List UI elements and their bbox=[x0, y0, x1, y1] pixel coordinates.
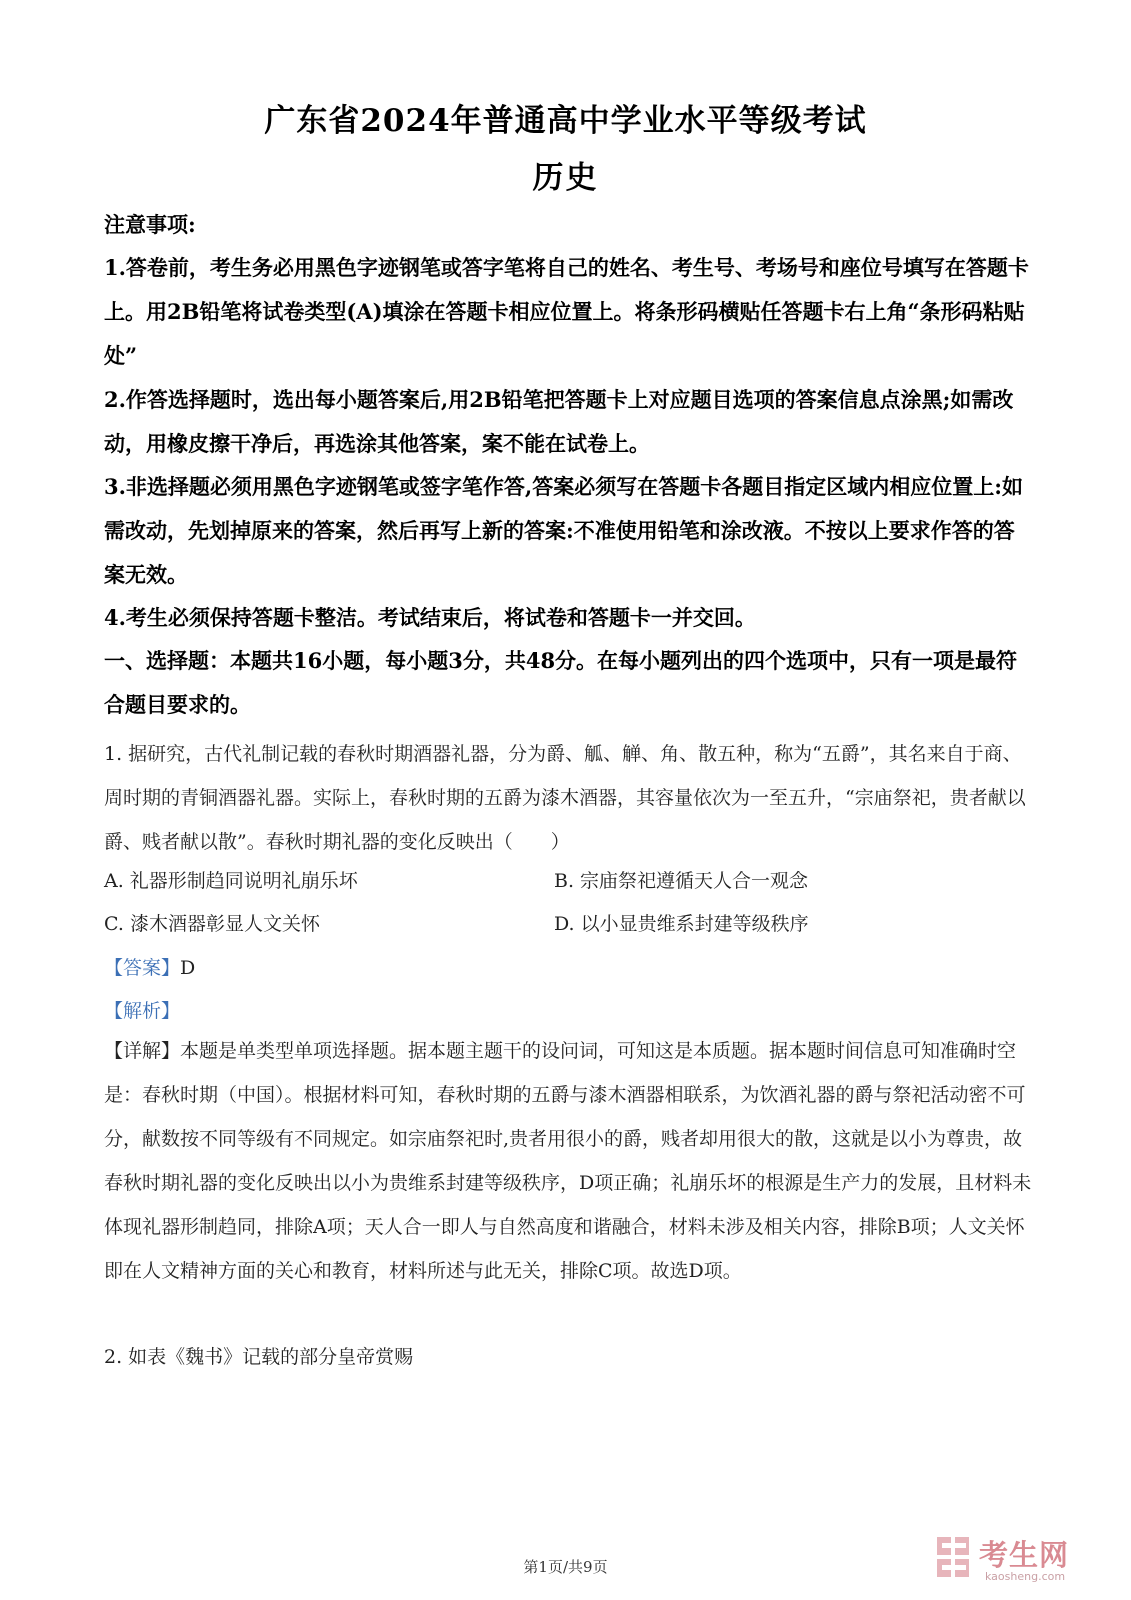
section-heading: 一、选择题：本题共16小题，每小题3分，共48分。在每小题列出的四个选项中，只有一项是最符合题目要求的。 bbox=[104, 648, 1018, 717]
notice-item-1: 1.答卷前，考生务必用黑色字迹钢笔或答字笔将自己的姓名、考生号、考场号和座位号填写在答题卡上。用2B铅笔将试卷类型(A)填涂在答题卡相应位置上。将条形码横贴任答题卡右上角“条形码粘贴处” bbox=[104, 255, 1029, 368]
question-1-stem: 1. 据研究，古代礼制记载的春秋时期酒器礼器，分为爵、觚、觯、角、散五种，称为“五爵”，其名来自于商、周时期的青铜酒器礼器。实际上，春秋时期的五爵为漆木酒器，其容量依次为一至五升，“宗庙祭祀，贵者献以爵、贱者献以散”。春秋时期礼器的变化反映出（ ） bbox=[104, 743, 1026, 853]
answer-line bbox=[104, 953, 195, 980]
option-a: A. 礼器形制趋同说明礼崩乐坏 bbox=[104, 870, 358, 892]
watermark-logo-icon bbox=[935, 1535, 973, 1581]
option-c: C. 漆木酒器彰显人文关怀 bbox=[104, 913, 320, 935]
watermark bbox=[935, 1533, 1105, 1583]
answer-value: D bbox=[180, 957, 196, 979]
analysis-tag: 【解析】 bbox=[104, 1000, 181, 1022]
watermark-brand: 考生网 bbox=[979, 1538, 1070, 1572]
detail-text: 本题是单类型单项选择题。据本题主题干的设问词，可知这是本质题。据本题时间信息可知准确时空是：春秋时期（中国）。根据材料可知，春秋时期的五爵与漆木酒器相联系，为饮酒礼器的爵与祭祀活动密不可分，献数按不同等级有不同规定。如宗庙祭祀时,贵者用很小的爵，贱者却用很大的散，这就是以小为尊贵，故春秋时期礼器的变化反映出以小为贵维系封建等级秩序，D项正确；礼崩乐坏的根源是生产力的发展，且材料未体现礼器形制趋同，排除A项；天人合一即人与自然高度和谐融合，材料未涉及相关内容，排除B项；人文关怀即在人文精神方面的关心和教育，材料所述与此无关，排除C项。故选D项。 bbox=[104, 1040, 1032, 1282]
option-b: B. 宗庙祭祀遵循天人合一观念 bbox=[554, 870, 809, 892]
notice-item-3: 3.非选择题必须用黑色字迹钢笔或签字笔作答,答案必须写在答题卡各题目指定区域内相应位置上:如需改动，先划掉原来的答案，然后再写上新的答案:不准使用铅笔和涂改液。不按以上要求作答的答案无效。 bbox=[104, 474, 1023, 587]
detail-paragraph bbox=[104, 1029, 1032, 1293]
question-2-stem: 2. 如表《魏书》记载的部分皇帝赏赐 bbox=[104, 1346, 414, 1368]
exam-title: 广东省2024年普通高中学业水平等级考试 bbox=[264, 103, 867, 139]
watermark-url: kaosheng.com bbox=[985, 1570, 1066, 1583]
option-d: D. 以小显贵维系封建等级秩序 bbox=[554, 913, 809, 935]
subject-title: 历史 bbox=[532, 160, 599, 196]
detail-tag: 【详解】 bbox=[104, 1040, 181, 1062]
notice-heading: 注意事项: bbox=[104, 212, 196, 237]
page-number: 第1页/共9页 bbox=[523, 1558, 608, 1576]
notice-item-4: 4.考生必须保持答题卡整洁。考试结束后，将试卷和答题卡一并交回。 bbox=[104, 605, 756, 630]
notice-item-2: 2.作答选择题时，选出每小题答案后,用2B铅笔把答题卡上对应题目选项的答案信息点涂黑;如需改动，用橡皮擦干净后，再选涂其他答案，案不能在试卷上。 bbox=[104, 387, 1014, 456]
answer-tag: 【答案】 bbox=[104, 957, 181, 979]
